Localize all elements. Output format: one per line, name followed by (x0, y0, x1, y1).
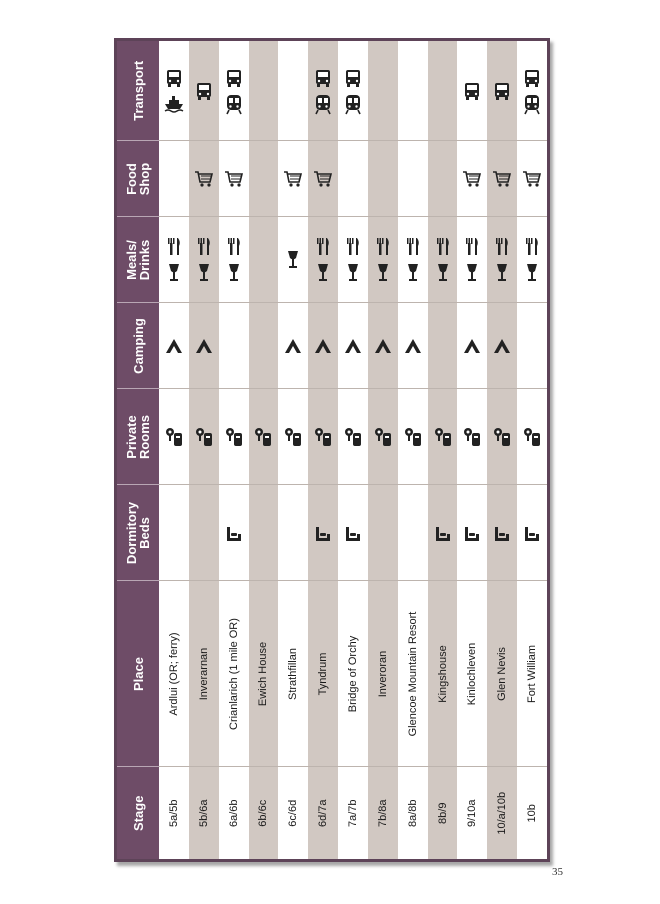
food-cell (457, 141, 487, 217)
private-cell (487, 389, 517, 485)
private-cell (457, 389, 487, 485)
place-cell: Fort William (517, 581, 547, 767)
place-cell: Tyndrum (308, 581, 338, 767)
meals-cell (308, 217, 338, 303)
tent-icon (283, 335, 303, 357)
wine-icon (433, 262, 453, 284)
stage-cell: 10b (526, 804, 539, 823)
stage-cell: 6c/6d (287, 799, 300, 827)
key-icon (164, 426, 184, 448)
private-cell (278, 389, 308, 485)
meals-cell (338, 217, 368, 303)
transport-cell (338, 41, 368, 141)
ferry-icon (164, 93, 184, 115)
header-dormitory-beds: Dormitory Beds (117, 485, 159, 581)
private-cell (249, 389, 279, 485)
private-cell (189, 389, 219, 485)
meals-cell (219, 217, 249, 303)
stage-cell: 8a/8b (406, 799, 419, 828)
wine-icon (283, 249, 303, 271)
stage-cell: 8b/9 (428, 767, 458, 859)
stage-cell: 7b/8a (368, 767, 398, 859)
meals-cell (368, 217, 398, 303)
bus-icon (492, 80, 512, 102)
camping-cell (457, 303, 487, 389)
header-place: Place (117, 581, 159, 767)
wine-icon (403, 262, 423, 284)
food-cell (308, 141, 338, 217)
cart-icon (522, 168, 542, 190)
dorm-cell (308, 485, 338, 581)
wine-icon (522, 262, 542, 284)
camping-cell (338, 303, 368, 389)
wine-icon (492, 262, 512, 284)
key-icon (343, 426, 363, 448)
private-cell (517, 389, 547, 485)
tent-icon (492, 335, 512, 357)
dorm-cell (159, 485, 189, 581)
cutlery-icon (403, 236, 423, 258)
cart-icon (492, 168, 512, 190)
camping-cell (308, 303, 338, 389)
camping-cell (368, 303, 398, 389)
train-icon (224, 93, 244, 115)
food-cell (189, 141, 219, 217)
camping-cell (189, 303, 219, 389)
meals-cell (278, 217, 308, 303)
dorm-cell (189, 485, 219, 581)
food-cell (219, 141, 249, 217)
train-icon (313, 93, 333, 115)
key-icon (433, 426, 453, 448)
cutlery-icon (164, 236, 184, 258)
bed-icon (224, 522, 244, 544)
facilities-table-rotated (117, 41, 547, 859)
meals-cell (159, 217, 189, 303)
transport-cell (398, 41, 428, 141)
header-camping: Camping (117, 303, 159, 389)
header-stage: Stage (117, 767, 159, 859)
transport-cell (457, 41, 487, 141)
tent-icon (313, 335, 333, 357)
train-icon (343, 93, 363, 115)
cutlery-icon (433, 236, 453, 258)
transport-cell (487, 41, 517, 141)
transport-cell (308, 41, 338, 141)
facilities-table (117, 41, 547, 859)
page-number: 35 (552, 866, 563, 878)
table-row (338, 41, 368, 859)
cutlery-icon (343, 236, 363, 258)
table-row (249, 41, 279, 859)
table-row (428, 41, 458, 859)
meals-cell (457, 217, 487, 303)
camping-cell (517, 303, 547, 389)
place-cell: Strathfillan (278, 581, 308, 767)
place-cell: Glencoe Mountain Resort (398, 581, 428, 767)
transport-cell (249, 41, 279, 141)
place-cell: Kingshouse (428, 581, 458, 767)
dorm-cell (457, 485, 487, 581)
table-row (487, 41, 517, 859)
camping-cell (219, 303, 249, 389)
table-row (308, 41, 338, 859)
food-cell (338, 141, 368, 217)
cutlery-icon (313, 236, 333, 258)
cart-icon (194, 168, 214, 190)
bed-icon (462, 522, 482, 544)
private-cell (308, 389, 338, 485)
food-cell (249, 141, 279, 217)
meals-cell (249, 217, 279, 303)
dorm-cell (278, 485, 308, 581)
bed-icon (522, 522, 542, 544)
place-cell: Ewich House (249, 581, 279, 767)
camping-cell (159, 303, 189, 389)
tent-icon (164, 335, 184, 357)
private-cell (368, 389, 398, 485)
meals-cell (428, 217, 458, 303)
table-row (457, 41, 487, 859)
bed-icon (343, 522, 363, 544)
cutlery-icon (224, 236, 244, 258)
bus-icon (343, 67, 363, 89)
key-icon (283, 426, 303, 448)
cart-icon (313, 168, 333, 190)
table-row (517, 41, 547, 859)
food-cell (398, 141, 428, 217)
private-cell (159, 389, 189, 485)
stage-cell: 5b/6a (189, 767, 219, 859)
place-cell: Glen Nevis (487, 581, 517, 767)
wine-icon (462, 262, 482, 284)
table-row (368, 41, 398, 859)
bed-icon (313, 522, 333, 544)
bus-icon (194, 80, 214, 102)
meals-cell (517, 217, 547, 303)
wine-icon (313, 262, 333, 284)
table-header-row (117, 41, 159, 859)
private-cell (338, 389, 368, 485)
tent-icon (403, 335, 423, 357)
food-cell (278, 141, 308, 217)
camping-cell (249, 303, 279, 389)
bus-icon (462, 80, 482, 102)
meals-cell (487, 217, 517, 303)
table-body (159, 41, 547, 859)
place-cell: Ardlui (OR; ferry) (159, 581, 189, 767)
stage-cell: 10/a/10b (487, 767, 517, 859)
transport-cell (189, 41, 219, 141)
header-transport: Transport (117, 41, 159, 141)
dorm-cell (398, 485, 428, 581)
cart-icon (462, 168, 482, 190)
dorm-cell (487, 485, 517, 581)
wine-icon (343, 262, 363, 284)
stage-cell: 6a/6b (227, 799, 240, 828)
key-icon (224, 426, 244, 448)
bed-icon (492, 522, 512, 544)
bus-icon (164, 67, 184, 89)
stage-cell: 9/10a (466, 799, 479, 828)
tent-icon (343, 335, 363, 357)
header-meals-drinks: Meals/ Drinks (117, 217, 159, 303)
cutlery-icon (194, 236, 214, 258)
dorm-cell (249, 485, 279, 581)
key-icon (403, 426, 423, 448)
tent-icon (194, 335, 214, 357)
food-cell (487, 141, 517, 217)
bus-icon (522, 67, 542, 89)
bus-icon (313, 67, 333, 89)
table-row (219, 41, 249, 859)
stage-cell: 7a/7b (346, 799, 359, 828)
key-icon (522, 426, 542, 448)
stage-cell: 5a/5b (167, 799, 180, 828)
facilities-table-frame (114, 38, 550, 862)
transport-cell (428, 41, 458, 141)
camping-cell (487, 303, 517, 389)
place-cell: Bridge of Orchy (338, 581, 368, 767)
transport-cell (159, 41, 189, 141)
place-cell: Inverarnan (189, 581, 219, 767)
train-icon (522, 93, 542, 115)
wine-icon (194, 262, 214, 284)
table-row (278, 41, 308, 859)
place-cell: Crianlarich (1 mile OR) (219, 581, 249, 767)
table-row (159, 41, 189, 859)
key-icon (462, 426, 482, 448)
transport-cell (368, 41, 398, 141)
tent-icon (373, 335, 393, 357)
header-food-shop: Food Shop (117, 141, 159, 217)
private-cell (428, 389, 458, 485)
key-icon (492, 426, 512, 448)
camping-cell (428, 303, 458, 389)
cutlery-icon (492, 236, 512, 258)
key-icon (373, 426, 393, 448)
meals-cell (189, 217, 219, 303)
dorm-cell (428, 485, 458, 581)
table-row (398, 41, 428, 859)
private-cell (398, 389, 428, 485)
bus-icon (224, 67, 244, 89)
cutlery-icon (462, 236, 482, 258)
wine-icon (164, 262, 184, 284)
stage-cell: 6b/6c (249, 767, 279, 859)
dorm-cell (338, 485, 368, 581)
food-cell (428, 141, 458, 217)
place-cell: Kinlochleven (457, 581, 487, 767)
food-cell (517, 141, 547, 217)
cart-icon (224, 168, 244, 190)
wine-icon (373, 262, 393, 284)
key-icon (253, 426, 273, 448)
stage-cell: 6d/7a (308, 767, 338, 859)
tent-icon (462, 335, 482, 357)
wine-icon (224, 262, 244, 284)
transport-cell (219, 41, 249, 141)
private-cell (219, 389, 249, 485)
dorm-cell (517, 485, 547, 581)
food-cell (368, 141, 398, 217)
header-private-rooms: Private Rooms (117, 389, 159, 485)
bed-icon (433, 522, 453, 544)
food-cell (159, 141, 189, 217)
transport-cell (278, 41, 308, 141)
transport-cell (517, 41, 547, 141)
cutlery-icon (522, 236, 542, 258)
camping-cell (278, 303, 308, 389)
key-icon (194, 426, 214, 448)
place-cell: Inveroran (368, 581, 398, 767)
camping-cell (398, 303, 428, 389)
dorm-cell (219, 485, 249, 581)
cutlery-icon (373, 236, 393, 258)
cart-icon (283, 168, 303, 190)
meals-cell (398, 217, 428, 303)
dorm-cell (368, 485, 398, 581)
table-row (189, 41, 219, 859)
key-icon (313, 426, 333, 448)
